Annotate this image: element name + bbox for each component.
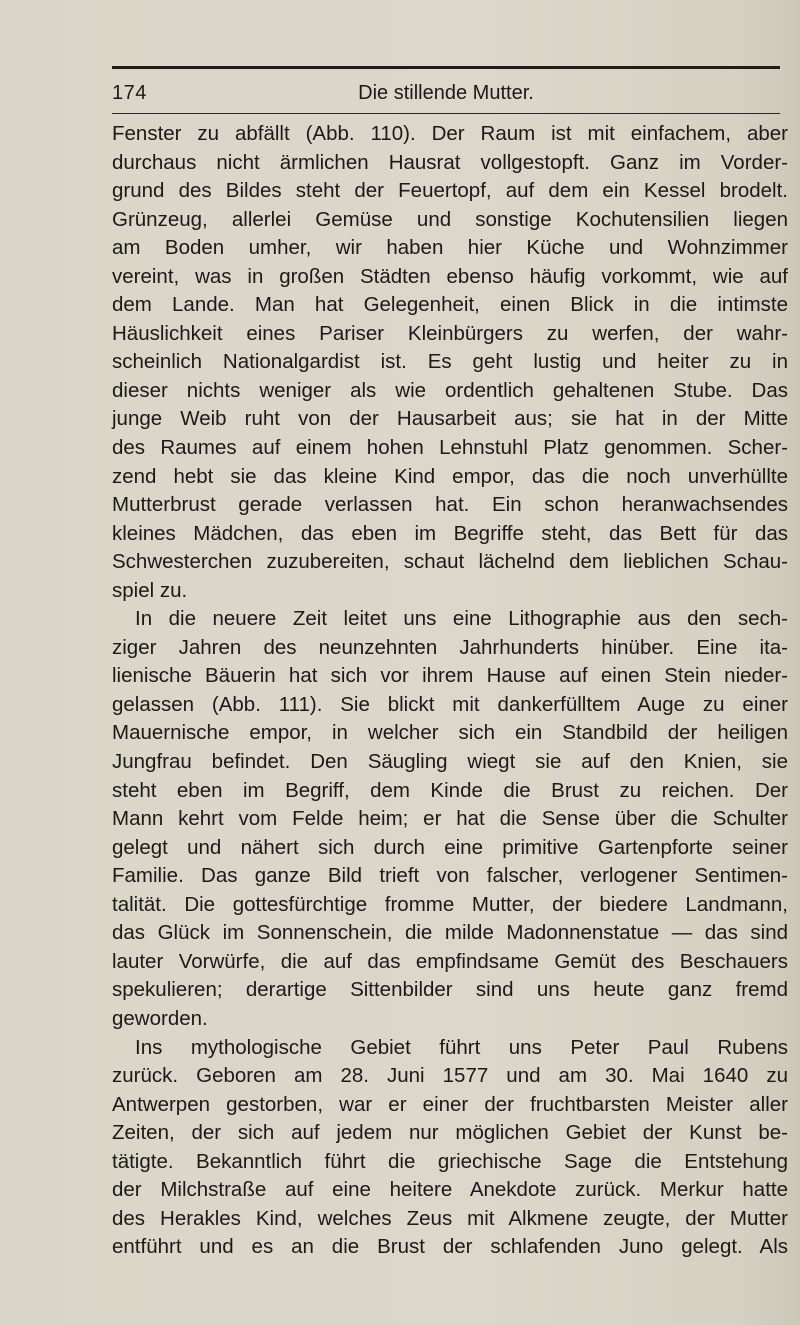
- text-line: Ins mythologische Gebiet führt uns Peter Paul Rubens: [135, 1035, 788, 1059]
- text-line: Mann kehrt vom Felde heim; er hat die Sense über die Schulter: [112, 807, 788, 831]
- header-rule-bottom: [112, 113, 780, 114]
- text-line: steht eben im Begriff, dem Kinde die Brust zu reichen. Der: [112, 778, 788, 802]
- text-line: Fenster zu abfällt (Abb. 110). Der Raum ist mit einfachem, aber: [112, 122, 788, 145]
- text-line: tätigte. Bekanntlich führt die griechische Sage die Entstehung: [112, 1149, 788, 1173]
- text-line: am Boden umher, wir haben hier Küche und Wohnzimmer: [112, 236, 788, 260]
- body-text: [112, 120, 788, 1262]
- text-line: scheinlich Nationalgardist ist. Es geht lustig und heiter zu in: [112, 350, 788, 374]
- text-line: talität. Die gottesfürchtige fromme Mutter, der biedere Landmann,: [112, 892, 788, 916]
- text-line: des Raumes auf einem hohen Lehnstuhl Platz genommen. Scher-: [112, 436, 788, 460]
- text-line: gelassen (Abb. 111). Sie blickt mit dankerfülltem Auge zu einer: [112, 692, 788, 716]
- text-line: Zeiten, der sich auf jedem nur möglichen Gebiet der Kunst be-: [112, 1121, 788, 1145]
- text-line: dieser nichts weniger als wie ordentlich gehaltenen Stube. Das: [112, 378, 788, 402]
- text-line: Mutterbrust gerade verlassen hat. Ein schon heranwachsendes: [112, 493, 788, 517]
- text-line: geworden.: [112, 1006, 208, 1030]
- text-line: das Glück im Sonnenschein, die milde Madonnenstatue — das sind: [112, 921, 788, 945]
- text-line: ziger Jahren des neunzehnten Jahrhunderts hinüber. Eine ita-: [112, 635, 788, 659]
- text-line: entführt und es an die Brust der schlafenden Juno gelegt. Als: [112, 1235, 788, 1259]
- text-line: lienische Bäuerin hat sich vor ihrem Hause auf einen Stein nieder-: [112, 664, 788, 688]
- text-line: In die neuere Zeit leitet uns eine Lithographie aus den sech-: [135, 607, 788, 631]
- text-line: junge Weib ruht von der Hausarbeit aus; sie hat in der Mitte: [112, 407, 788, 431]
- running-title: Die stillende Mutter.: [358, 82, 534, 104]
- text-line: dem Lande. Man hat Gelegenheit, einen Blick in die intimste: [112, 293, 788, 317]
- header-rule-top: [112, 66, 780, 69]
- text-line: Antwerpen gestorben, war er einer der fruchtbarsten Meister aller: [112, 1092, 788, 1116]
- text-line: Häuslichkeit eines Pariser Kleinbürgers zu werfen, der wahr-: [112, 321, 788, 345]
- text-line: Jungfrau befindet. Den Säugling wiegt sie auf den Knien, sie: [112, 750, 788, 774]
- text-line: der Milchstraße auf eine heitere Anekdote zurück. Merkur hatte: [112, 1178, 788, 1202]
- text-line: spiel zu.: [112, 578, 188, 602]
- page-header: [112, 76, 780, 112]
- text-line: Mauernische empor, in welcher sich ein Standbild der heiligen: [112, 721, 788, 745]
- text-line: durchaus nicht ärmlichen Hausrat vollgestopft. Ganz im Vorder-: [112, 150, 788, 174]
- text-line: grund des Bildes steht der Feuertopf, auf dem ein Kessel brodelt.: [112, 179, 788, 203]
- text-line: lauter Vorwürfe, die auf das empfindsame Gemüt des Beschauers: [112, 949, 788, 973]
- text-line: spekulieren; derartige Sittenbilder sind uns heute ganz fremd: [112, 978, 788, 1002]
- text-line: Schwesterchen zuzubereiten, schaut lächelnd dem lieblichen Schau-: [112, 550, 788, 574]
- text-line: gelegt und nähert sich durch eine primitive Gartenpforte seiner: [112, 835, 788, 859]
- text-line: vereint, was in großen Städten ebenso häufig vorkommt, wie auf: [112, 264, 788, 288]
- text-line: Familie. Das ganze Bild trieft von falscher, verlogener Sentimen-: [112, 864, 788, 888]
- text-line: Grünzeug, allerlei Gemüse und sonstige Kochutensilien liegen: [112, 207, 788, 231]
- page-number: 174: [112, 82, 147, 104]
- text-line: des Herakles Kind, welches Zeus mit Alkmene zeugte, der Mutter: [112, 1206, 788, 1230]
- text-line: zend hebt sie das kleine Kind empor, das die noch unverhüllte: [112, 464, 788, 488]
- text-line: zurück. Geboren am 28. Juni 1577 und am 30. Mai 1640 zu: [112, 1064, 788, 1088]
- text-line: kleines Mädchen, das eben im Begriffe steht, das Bett für das: [112, 521, 788, 545]
